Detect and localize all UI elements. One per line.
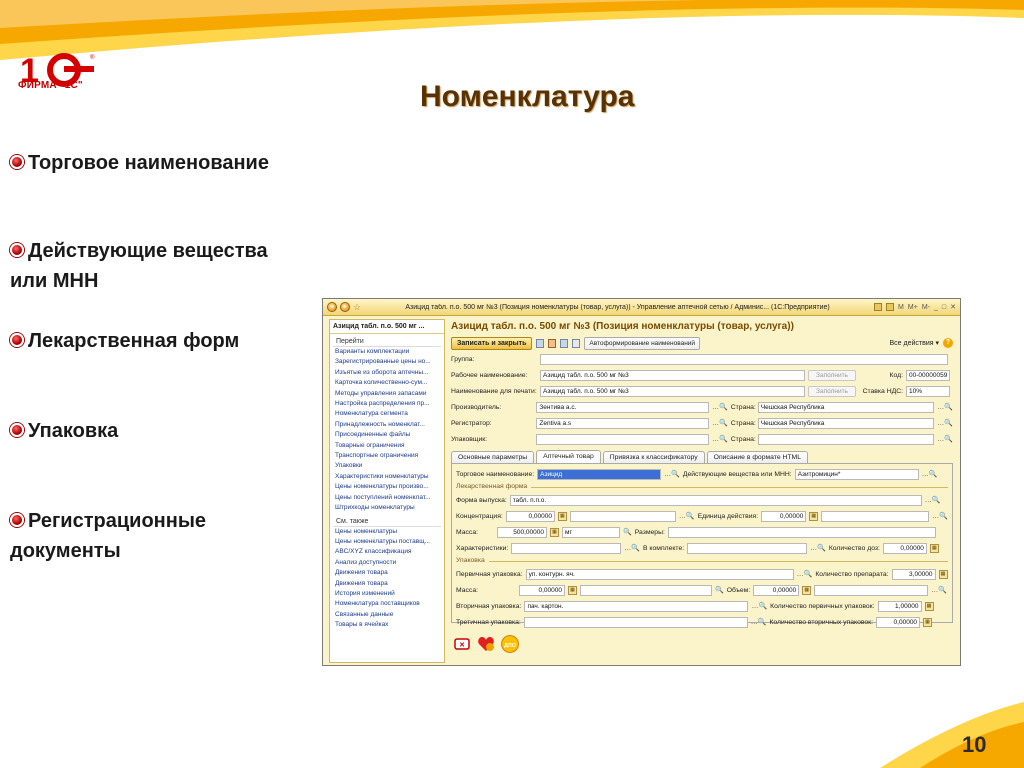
bullet-text: Упаковка xyxy=(28,420,119,442)
secondary-pack-field[interactable]: пач. картон. xyxy=(524,601,748,612)
tertiary-pack-row xyxy=(452,614,952,630)
country2-label: Страна: xyxy=(730,419,756,427)
search-icon[interactable]: …🔍 xyxy=(810,544,826,552)
search-icon[interactable]: …🔍 xyxy=(712,403,728,411)
search-icon[interactable]: …🔍 xyxy=(932,512,948,520)
calculator-icon[interactable]: ▦ xyxy=(568,586,577,595)
concentration-row xyxy=(452,508,952,524)
group-divider xyxy=(531,487,948,488)
code-label: Код: xyxy=(889,371,903,379)
unit-action-field[interactable]: 0,00000 xyxy=(761,511,806,522)
work-name-field[interactable]: Азицид табл. п.о. 500 мг №3 xyxy=(540,370,805,381)
see-also-item[interactable]: Цены номенклатуры поставщ... xyxy=(335,537,430,545)
bullet-dot-icon xyxy=(10,423,24,437)
characteristics-row xyxy=(452,540,952,556)
concentration-unit-field[interactable] xyxy=(570,511,676,522)
tab-classifier[interactable]: Привязка к классификатору xyxy=(603,451,705,463)
fill-work-name-button[interactable]: Заполнить xyxy=(808,370,856,381)
qty-secondary-field[interactable]: 0,00000 xyxy=(876,617,920,628)
volume-unit-field[interactable] xyxy=(814,585,928,596)
bullet-item xyxy=(10,148,269,178)
search-icon[interactable]: …🔍 xyxy=(624,544,641,552)
see-also-item[interactable]: Товары в ячейках xyxy=(335,621,389,629)
search-icon[interactable]: 🔍 xyxy=(622,528,632,536)
vat-label: Ставка НДС: xyxy=(862,387,903,395)
help-icon[interactable]: ? xyxy=(943,338,953,348)
packer-field[interactable] xyxy=(536,434,709,445)
search-icon[interactable]: …🔍 xyxy=(751,602,768,610)
see-also-items xyxy=(330,527,444,631)
kit-field[interactable] xyxy=(687,543,807,554)
nav-item[interactable]: Принадлежность номенклат... xyxy=(335,420,425,428)
mass-label: Масса: xyxy=(456,528,478,536)
concentration-field[interactable]: 0,00000 xyxy=(506,511,555,522)
trade-name-field[interactable]: Азицид xyxy=(537,469,661,480)
back-icon[interactable]: ◂ xyxy=(327,302,337,312)
nav-item[interactable]: Изъятые из оборота аптечны... xyxy=(335,368,429,376)
bullet-item xyxy=(10,416,118,446)
see-also-item[interactable]: Связанные данные xyxy=(335,610,394,618)
bullet-dot-icon xyxy=(10,155,24,169)
registrar-row xyxy=(447,415,957,431)
nav-section-go: Перейти xyxy=(333,336,441,347)
volume-field[interactable]: 0,00000 xyxy=(753,585,799,596)
calculator-icon[interactable]: ▦ xyxy=(558,512,567,521)
search-icon[interactable]: …🔍 xyxy=(712,419,728,427)
code-field[interactable]: 00-00000059 xyxy=(906,370,950,381)
bullet-item xyxy=(10,506,310,566)
search-icon[interactable]: …🔍 xyxy=(931,586,947,594)
bullet-dot-icon xyxy=(10,333,24,347)
top-swoosh-decoration xyxy=(0,0,1024,70)
nav-item[interactable]: Цены номенклатуры произво... xyxy=(335,483,429,491)
search-icon[interactable]: …🔍 xyxy=(921,470,938,478)
nav-item[interactable]: Товарные ограничения xyxy=(335,441,405,449)
nav-section-see-also: См. также xyxy=(333,516,441,527)
tab-bar xyxy=(447,450,957,463)
autoname-button[interactable]: Автоформирование наименований xyxy=(584,337,700,350)
titlebar-tools xyxy=(874,303,956,311)
mass-unit-field[interactable]: мг xyxy=(562,527,620,538)
bullet-item xyxy=(10,326,239,356)
pack-mass-row xyxy=(452,582,952,598)
calculator-icon[interactable]: ▦ xyxy=(809,512,818,521)
print-icon[interactable] xyxy=(548,339,556,348)
sizes-field[interactable] xyxy=(668,527,936,538)
nav-panel-header: Азицид табл. п.о. 500 мг ... xyxy=(330,320,444,334)
country2-field[interactable]: Чешская Республика xyxy=(758,418,935,429)
nav-item[interactable]: Характеристики номенклатуры xyxy=(335,472,429,480)
bullet-text: Лекарственная форм xyxy=(28,330,240,352)
forward-icon[interactable]: ▸ xyxy=(340,302,350,312)
release-form-field[interactable]: табл. п.п.о. xyxy=(510,495,922,506)
trade-name-row xyxy=(452,466,952,482)
tab-html-description[interactable]: Описание в формате HTML xyxy=(707,451,808,463)
app-window xyxy=(322,298,961,666)
dosage-form-group-title: Лекарственная форма xyxy=(456,483,528,490)
registrar-label: Регистратор: xyxy=(451,419,492,427)
nav-item[interactable]: Транспортные ограничения xyxy=(335,452,419,460)
nav-item[interactable]: Номенклатура сегмента xyxy=(335,410,408,418)
nav-item[interactable]: Настройка распределения пр... xyxy=(335,400,430,408)
country3-label: Страна: xyxy=(730,435,756,443)
memory-minus-icon[interactable]: M- xyxy=(921,303,930,311)
concentration-label: Концентрация: xyxy=(456,512,503,520)
trade-name-label: Торговое наименование: xyxy=(456,470,535,478)
maker-row xyxy=(447,399,957,415)
maximize-icon[interactable]: □ xyxy=(941,303,947,311)
search-icon[interactable]: …🔍 xyxy=(937,435,953,443)
bullet-text: Регистрационные xyxy=(28,510,207,532)
print-name-row xyxy=(447,383,957,399)
calculator-icon[interactable]: ▦ xyxy=(550,528,559,537)
see-also-item[interactable]: ABC/XYZ классификация xyxy=(335,548,412,556)
packer-row xyxy=(447,431,957,447)
primary-pack-field[interactable]: уп. контурн. яч. xyxy=(526,569,794,580)
calculator-icon[interactable]: ▦ xyxy=(925,602,934,611)
doc-icon[interactable] xyxy=(560,339,568,348)
close-icon[interactable]: ✕ xyxy=(950,304,956,311)
bullet-dot-icon xyxy=(10,513,24,527)
search-icon[interactable]: …🔍 xyxy=(712,435,728,443)
packaging-group-title: Упаковка xyxy=(456,557,485,564)
unit-action-label: Единица действия: xyxy=(697,512,759,520)
svg-text:✕: ✕ xyxy=(459,642,465,649)
all-actions-menu[interactable]: Все действия ▾ xyxy=(889,340,939,347)
tertiary-pack-field[interactable] xyxy=(524,617,748,628)
save-close-button[interactable]: Записать и закрыть xyxy=(451,337,532,350)
pack-mass-unit-field[interactable] xyxy=(580,585,712,596)
bullet-item xyxy=(10,236,310,296)
calendar-icon[interactable] xyxy=(886,303,894,311)
primary-pack-row xyxy=(452,566,952,582)
calculator-icon[interactable]: ▦ xyxy=(802,586,811,595)
mass-row xyxy=(452,524,952,540)
link-icon[interactable] xyxy=(572,339,580,348)
calc-icon[interactable] xyxy=(874,303,882,311)
characteristics-field[interactable] xyxy=(511,543,621,554)
secondary-pack-label: Вторичная упаковка: xyxy=(456,602,522,610)
see-also-item[interactable]: Движения товара xyxy=(335,579,388,587)
nav-item[interactable]: Варианты комплектации xyxy=(335,348,410,355)
svg-text:1: 1 xyxy=(20,52,39,90)
secondary-pack-row xyxy=(452,598,952,614)
vat-field[interactable]: 10% xyxy=(906,386,950,397)
search-icon[interactable]: …🔍 xyxy=(937,419,953,427)
tertiary-pack-label: Третичная упаковка: xyxy=(456,618,521,626)
release-form-label: Форма выпуска: xyxy=(456,496,507,504)
form-area xyxy=(447,319,957,663)
search-icon[interactable]: 🔍 xyxy=(714,586,724,594)
nav-item[interactable]: Упаковки xyxy=(335,462,363,470)
memory-plus-icon[interactable]: M+ xyxy=(907,303,918,311)
heart-icon[interactable] xyxy=(477,635,495,653)
country3-field[interactable] xyxy=(758,434,935,445)
star-icon[interactable]: ☆ xyxy=(353,301,362,312)
form-footer-icons xyxy=(453,635,519,653)
see-also-item[interactable]: Анализ доступности xyxy=(335,558,397,566)
nav-item[interactable]: Методы управления запасами xyxy=(335,389,427,397)
primary-pack-label: Первичная упаковка: xyxy=(456,570,523,578)
nav-item[interactable]: Карточка количественно-сум... xyxy=(335,379,428,387)
search-icon[interactable]: …🔍 xyxy=(750,618,767,626)
bullet-text: Торговое наименование xyxy=(28,152,269,174)
page-number: 10 xyxy=(962,732,987,757)
form-toolbar xyxy=(447,335,957,351)
bottom-swoosh-decoration xyxy=(0,690,1024,768)
active-substance-label: Действующие вещества или МНН: xyxy=(682,470,792,478)
unit-action-unit-field[interactable] xyxy=(821,511,929,522)
qty-primary-field[interactable]: 1,00000 xyxy=(878,601,922,612)
nav-item[interactable]: Цены поступлений номенклат... xyxy=(335,493,431,501)
country1-label: Страна: xyxy=(730,403,756,411)
see-also-item[interactable]: Движения товара xyxy=(335,569,388,577)
window-titlebar xyxy=(323,299,960,316)
kit-label: В комплекте: xyxy=(643,544,685,552)
qty-prep-label: Количество препарата: xyxy=(815,570,889,578)
fill-print-name-button[interactable]: Заполнить xyxy=(808,386,856,397)
slide-title: Номенклатура xyxy=(420,80,635,113)
registrar-field[interactable]: Zentiva a.s xyxy=(536,418,709,429)
search-icon[interactable]: …🔍 xyxy=(937,403,953,411)
search-icon[interactable]: …🔍 xyxy=(664,470,680,478)
calculator-icon[interactable]: ▦ xyxy=(930,544,939,553)
dosage-form-group xyxy=(452,482,952,492)
rx-icon[interactable] xyxy=(453,635,471,653)
volume-label: Объем: xyxy=(726,586,751,594)
minimize-icon[interactable]: _ xyxy=(933,303,938,311)
qty-prep-field[interactable]: 3,00000 xyxy=(892,569,936,580)
print-name-field[interactable]: Азицид табл. п.о. 500 мг №3 xyxy=(540,386,805,397)
maker-field[interactable]: Зентива а.с. xyxy=(536,402,709,413)
search-icon[interactable]: …🔍 xyxy=(924,496,941,504)
bullet-dot-icon xyxy=(10,243,24,257)
group-divider xyxy=(489,561,948,562)
bullet-text-cont: документы xyxy=(10,540,121,562)
dlo-icon[interactable] xyxy=(501,635,519,653)
calculator-icon[interactable]: ▦ xyxy=(939,570,948,579)
doses-label: Количество доз: xyxy=(828,544,880,552)
pharm-tab-panel xyxy=(451,463,953,626)
packaging-group xyxy=(452,556,952,566)
navigation-panel xyxy=(329,319,445,663)
pack-mass-label: Масса: xyxy=(456,586,478,594)
country1-field[interactable]: Чешская Республика xyxy=(758,402,935,413)
group-label: Группа: xyxy=(451,355,475,363)
tab-pharm-goods[interactable]: Аптечный товар xyxy=(536,450,601,463)
mass-field[interactable]: 500,00000 xyxy=(497,527,547,538)
memory-m-icon[interactable]: M xyxy=(898,303,904,311)
doses-field[interactable]: 0,00000 xyxy=(883,543,927,554)
window-title: Азицид табл. п.о. 500 мг №3 (Позиция номенклатуры (товар, услуга)) - Управление аптечной сетью / Админис... (1С:Предприятие) xyxy=(405,303,830,311)
nav-item[interactable]: Присоединенные файлы xyxy=(335,431,411,439)
characteristics-label: Характеристики: xyxy=(456,544,509,552)
save-icon[interactable] xyxy=(536,339,544,348)
group-field[interactable] xyxy=(540,354,948,365)
calculator-icon[interactable]: ▦ xyxy=(923,618,932,627)
see-also-item[interactable]: Цены номенклатуры xyxy=(335,527,398,535)
logo-caption: ФИРМА "1С" xyxy=(18,80,83,91)
work-name-label: Рабочее наименование: xyxy=(451,371,528,379)
print-name-label: Наименование для печати: xyxy=(451,387,537,395)
active-substance-field[interactable]: Азитромицин* xyxy=(795,469,919,480)
release-form-row xyxy=(452,492,952,508)
pack-mass-field[interactable]: 0,00000 xyxy=(519,585,565,596)
qty-primary-label: Количество первичных упаковок: xyxy=(770,602,875,610)
qty-secondary-label: Количество вторичных упаковок: xyxy=(769,618,874,626)
tab-main-params[interactable]: Основные параметры xyxy=(451,451,534,463)
dlo-label: ДЛО xyxy=(503,643,517,649)
1c-logo-icon xyxy=(18,40,98,100)
search-icon[interactable]: …🔍 xyxy=(796,570,813,578)
form-title: Азицид табл. п.о. 500 мг №3 (Позиция номенклатуры (товар, услуга)) xyxy=(451,321,794,332)
sizes-label: Размеры: xyxy=(634,528,665,536)
nav-items xyxy=(330,347,444,514)
svg-text:®: ® xyxy=(90,55,95,61)
see-also-item[interactable]: Номенклатура поставщиков xyxy=(335,600,420,608)
work-name-row xyxy=(447,367,957,383)
search-icon[interactable]: …🔍 xyxy=(678,512,695,520)
nav-item[interactable]: Штрихкоды номенклатуры xyxy=(335,504,415,512)
bullet-text: Действующие вещества или МНН xyxy=(10,240,268,292)
group-row xyxy=(447,351,957,367)
see-also-item[interactable]: История изменений xyxy=(335,589,395,597)
packer-label: Упаковщик: xyxy=(451,435,488,443)
nav-item[interactable]: Зарегистрированные цены но... xyxy=(335,358,431,366)
maker-label: Производитель: xyxy=(451,403,502,411)
